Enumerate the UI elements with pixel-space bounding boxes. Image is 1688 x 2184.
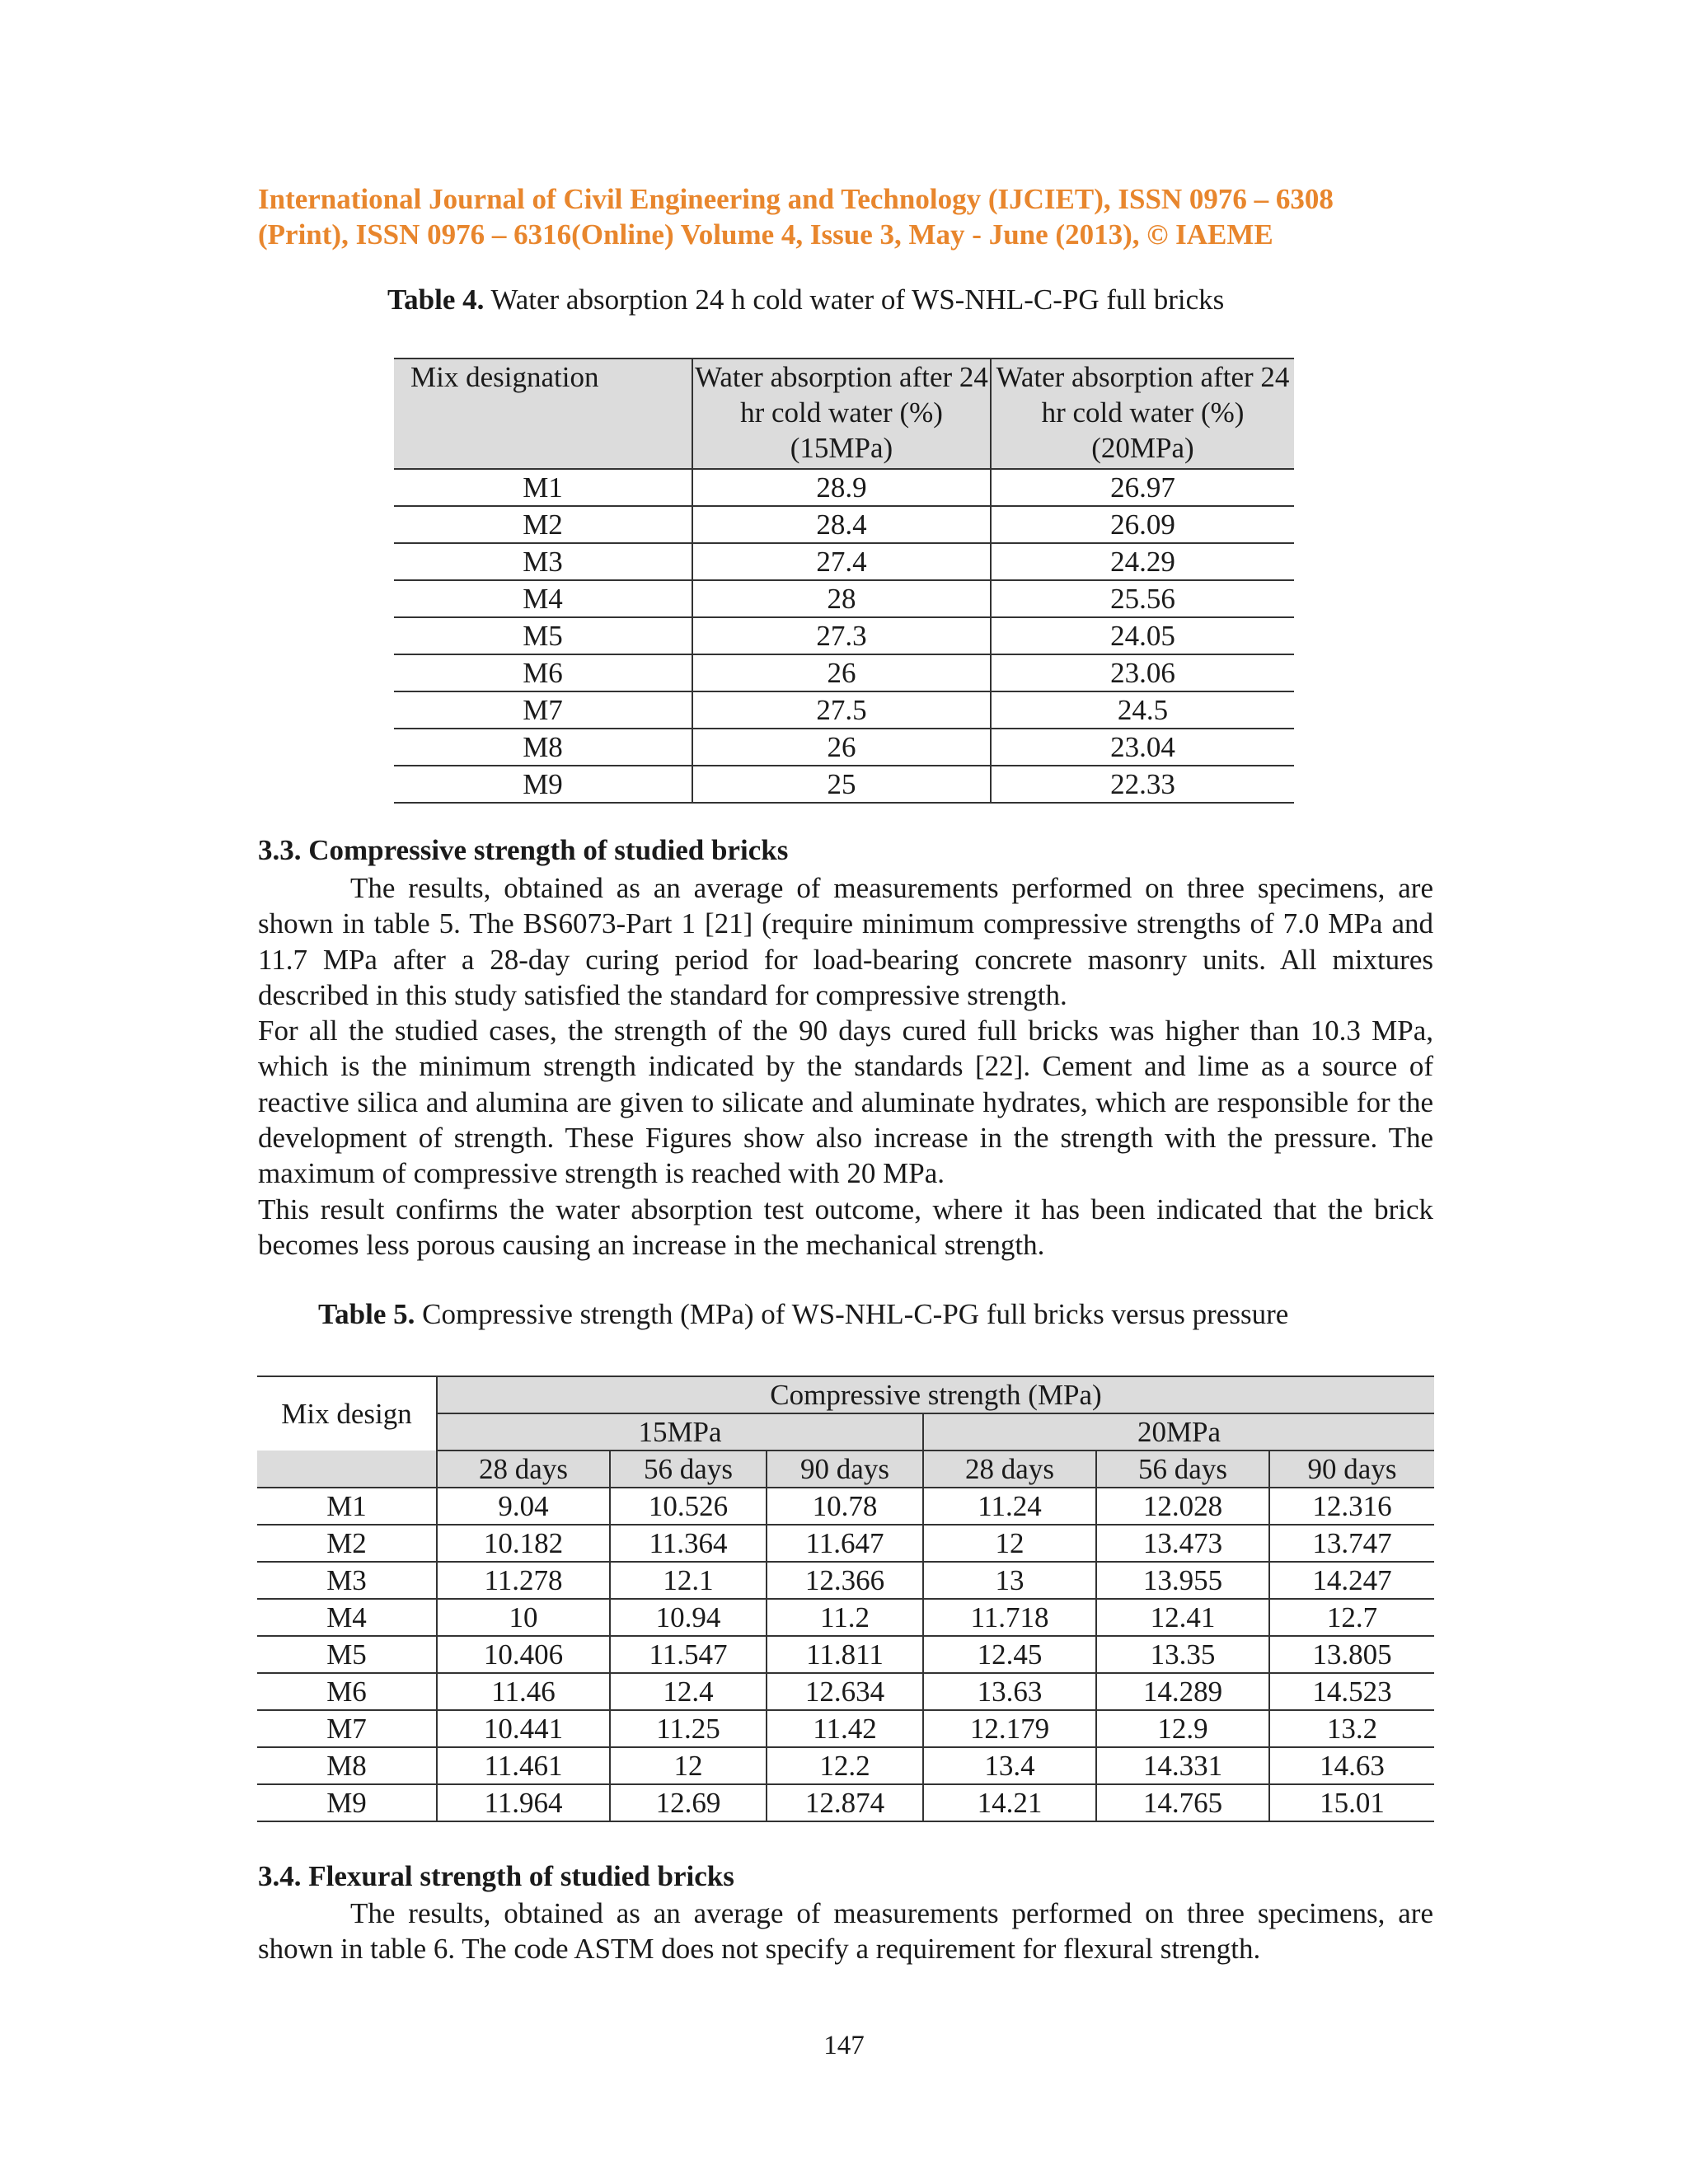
mix-label-cell: M5 bbox=[394, 617, 692, 654]
table5-header-mix: Mix design bbox=[281, 1398, 412, 1430]
table-row bbox=[257, 1710, 1434, 1747]
value-cell: 11.364 bbox=[610, 1525, 767, 1562]
value-cell: 12 bbox=[610, 1747, 767, 1784]
table4-caption bbox=[387, 282, 1224, 317]
value-cell: 24.5 bbox=[991, 691, 1294, 729]
table4-header-20mpa: Water absorption after 24 hr cold water (%) (20MPa) bbox=[991, 359, 1294, 469]
value-cell: 11.278 bbox=[437, 1562, 610, 1599]
table5-header-15mpa: 15MPa bbox=[437, 1413, 923, 1451]
mix-label-cell: M6 bbox=[257, 1673, 437, 1710]
section-3-4-paragraph-1: The results, obtained as an average of measurements performed on three specimens, are shown in table 6. The code ASTM does not specify a requirement for flexural strength. bbox=[258, 1897, 1433, 1966]
table5-header-age: 28 days bbox=[923, 1451, 1096, 1488]
value-cell: 12.2 bbox=[767, 1747, 923, 1784]
value-cell: 14.331 bbox=[1096, 1747, 1269, 1784]
value-cell: 12.1 bbox=[610, 1562, 767, 1599]
value-cell: 10.78 bbox=[767, 1488, 923, 1525]
value-cell: 13.747 bbox=[1269, 1525, 1434, 1562]
value-cell: 27.3 bbox=[692, 617, 991, 654]
table-row bbox=[257, 1673, 1434, 1710]
table-row bbox=[394, 580, 1294, 617]
value-cell: 25.56 bbox=[991, 580, 1294, 617]
section-3-4-body bbox=[258, 1896, 1433, 1967]
table5-header-age: 56 days bbox=[610, 1451, 767, 1488]
table5-age-row bbox=[257, 1451, 1434, 1488]
table5-caption-text: Compressive strength (MPa) of WS-NHL-C-PG full bricks versus pressure bbox=[415, 1298, 1289, 1330]
table-row bbox=[257, 1525, 1434, 1562]
value-cell: 11.42 bbox=[767, 1710, 923, 1747]
value-cell: 12.7 bbox=[1269, 1599, 1434, 1636]
value-cell: 28.9 bbox=[692, 469, 991, 506]
value-cell: 13.805 bbox=[1269, 1636, 1434, 1673]
value-cell: 11.811 bbox=[767, 1636, 923, 1673]
value-cell: 12.41 bbox=[1096, 1599, 1269, 1636]
value-cell: 11.547 bbox=[610, 1636, 767, 1673]
section-3-3-paragraph-3: This result confirms the water absorption test outcome, where it has been indicated that the brick becomes less porous causing an increase in the mechanical strength. bbox=[258, 1193, 1433, 1261]
value-cell: 13.955 bbox=[1096, 1562, 1269, 1599]
mix-label-cell: M1 bbox=[257, 1488, 437, 1525]
value-cell: 10.182 bbox=[437, 1525, 610, 1562]
value-cell: 13.35 bbox=[1096, 1636, 1269, 1673]
mix-label-cell: M7 bbox=[257, 1710, 437, 1747]
section-3-3-title: 3.3. Compressive strength of studied bricks bbox=[258, 834, 789, 866]
section-3-3-paragraph-1: The results, obtained as an average of measurements performed on three specimens, are shown in table 5. The BS6073-Part 1 [21] (require minimum compressive strengths of 7.0 MPa and 11.7 MPa after a 28-day curing period for load-bearing concrete masonry units. All mixtures described in this study satisfied the standard for compressive strength. bbox=[258, 872, 1433, 1011]
value-cell: 23.06 bbox=[991, 654, 1294, 691]
mix-label-cell: M1 bbox=[394, 469, 692, 506]
table-row bbox=[394, 691, 1294, 729]
value-cell: 11.647 bbox=[767, 1525, 923, 1562]
value-cell: 12.69 bbox=[610, 1784, 767, 1821]
mix-label-cell: M9 bbox=[326, 1787, 367, 1819]
table-row bbox=[394, 469, 1294, 506]
table-row bbox=[394, 654, 1294, 691]
mix-label-cell: M8 bbox=[257, 1747, 437, 1784]
value-cell: 22.33 bbox=[991, 766, 1294, 803]
value-cell: 11.25 bbox=[610, 1710, 767, 1747]
table4-header-row bbox=[394, 359, 1294, 469]
table-row bbox=[257, 1636, 1434, 1673]
table-row bbox=[394, 506, 1294, 543]
mix-label-cell: M6 bbox=[394, 654, 692, 691]
mix-label-cell: M3 bbox=[394, 543, 692, 580]
table5-body bbox=[257, 1488, 1434, 1821]
table-row bbox=[394, 617, 1294, 654]
mix-label-cell: M4 bbox=[394, 580, 692, 617]
table4-water-absorption bbox=[394, 358, 1294, 804]
value-cell: 24.05 bbox=[991, 617, 1294, 654]
value-cell: 13 bbox=[923, 1562, 1096, 1599]
mix-label-cell: M9 bbox=[523, 768, 563, 800]
table4-label: Table 4. bbox=[387, 284, 485, 316]
mix-label-cell: M8 bbox=[394, 729, 692, 766]
value-cell: 27.5 bbox=[692, 691, 991, 729]
value-cell: 26.97 bbox=[991, 469, 1294, 506]
value-cell: 26.09 bbox=[991, 506, 1294, 543]
value-cell: 9.04 bbox=[437, 1488, 610, 1525]
value-cell: 12.028 bbox=[1096, 1488, 1269, 1525]
value-cell: 13.2 bbox=[1269, 1710, 1434, 1747]
journal-header-line-2: (Print), ISSN 0976 – 6316(Online) Volume 4, Issue 3, May - June (2013), © IAEME bbox=[258, 218, 1273, 251]
table-row bbox=[394, 729, 1294, 766]
value-cell: 14.63 bbox=[1269, 1747, 1434, 1784]
value-cell: 12 bbox=[923, 1525, 1096, 1562]
value-cell: 11.2 bbox=[767, 1599, 923, 1636]
value-cell: 13.63 bbox=[923, 1673, 1096, 1710]
mix-label-cell: M3 bbox=[257, 1562, 437, 1599]
section-3-4-title: 3.4. Flexural strength of studied bricks bbox=[258, 1860, 734, 1892]
table-row bbox=[257, 1784, 1434, 1821]
value-cell: 12.316 bbox=[1269, 1488, 1434, 1525]
value-cell: 15.01 bbox=[1269, 1784, 1434, 1821]
mix-label-cell: M4 bbox=[257, 1599, 437, 1636]
value-cell: 14.21 bbox=[923, 1784, 1096, 1821]
value-cell: 14.765 bbox=[1096, 1784, 1269, 1821]
table5-header-age: 28 days bbox=[437, 1451, 610, 1488]
section-3-3-body bbox=[258, 870, 1433, 1263]
value-cell: 25 bbox=[692, 766, 991, 803]
value-cell: 28 bbox=[692, 580, 991, 617]
mix-label-cell: M2 bbox=[394, 506, 692, 543]
table-row bbox=[257, 1599, 1434, 1636]
value-cell: 11.46 bbox=[437, 1673, 610, 1710]
value-cell: 12.634 bbox=[767, 1673, 923, 1710]
section-3-3-paragraph-2: For all the studied cases, the strength of the 90 days cured full bricks was higher than 10.3 MPa, which is the minimum strength indicated by the standards [22]. Cement and lime as a source of reactive silica and alumina are given to silicate and aluminate hydrates, which are responsible for the development of strength. These Figures show also increase in the strength with the pressure. The maximum of compressive strength is reached with 20 MPa. bbox=[258, 1015, 1433, 1190]
value-cell: 10 bbox=[437, 1599, 610, 1636]
table5-caption bbox=[318, 1296, 1288, 1332]
value-cell: 12.4 bbox=[610, 1673, 767, 1710]
table-row bbox=[257, 1562, 1434, 1599]
value-cell: 14.289 bbox=[1096, 1673, 1269, 1710]
value-cell: 12.874 bbox=[767, 1784, 923, 1821]
value-cell: 24.29 bbox=[991, 543, 1294, 580]
value-cell: 27.4 bbox=[692, 543, 991, 580]
table-row bbox=[394, 766, 1294, 803]
table5-header-age: 90 days bbox=[1269, 1451, 1434, 1488]
mix-label-cell: M2 bbox=[257, 1525, 437, 1562]
value-cell: 11.718 bbox=[923, 1599, 1096, 1636]
table4-caption-text: Water absorption 24 h cold water of WS-NHL-C-PG full bricks bbox=[484, 284, 1225, 316]
value-cell: 10.441 bbox=[437, 1710, 610, 1747]
journal-header-line-1: International Journal of Civil Engineering and Technology (IJCIET), ISSN 0976 – 6308 bbox=[258, 183, 1334, 215]
table5-header-compressive: Compressive strength (MPa) bbox=[437, 1376, 1434, 1413]
table4-header-15mpa: Water absorption after 24 hr cold water (%) (15MPa) bbox=[692, 359, 991, 469]
page-number: 147 bbox=[823, 2031, 865, 2060]
value-cell: 11.964 bbox=[437, 1784, 610, 1821]
value-cell: 10.94 bbox=[610, 1599, 767, 1636]
table4-header-mix: Mix designation bbox=[394, 359, 692, 469]
value-cell: 12.45 bbox=[923, 1636, 1096, 1673]
value-cell: 12.366 bbox=[767, 1562, 923, 1599]
mix-label-cell: M5 bbox=[257, 1636, 437, 1673]
table-row bbox=[257, 1747, 1434, 1784]
value-cell: 11.461 bbox=[437, 1747, 610, 1784]
value-cell: 13.4 bbox=[923, 1747, 1096, 1784]
table5-header-mix-blank bbox=[257, 1451, 437, 1488]
table5-group-row bbox=[257, 1376, 1434, 1413]
table5-header-age: 90 days bbox=[767, 1451, 923, 1488]
table-row bbox=[257, 1488, 1434, 1525]
value-cell: 14.523 bbox=[1269, 1673, 1434, 1710]
value-cell: 26 bbox=[692, 729, 991, 766]
value-cell: 12.179 bbox=[923, 1710, 1096, 1747]
table5-compressive-strength bbox=[257, 1376, 1434, 1822]
table5-header-20mpa: 20MPa bbox=[923, 1413, 1434, 1451]
value-cell: 23.04 bbox=[991, 729, 1294, 766]
journal-header bbox=[258, 181, 1437, 252]
value-cell: 26 bbox=[692, 654, 991, 691]
value-cell: 13.473 bbox=[1096, 1525, 1269, 1562]
value-cell: 10.526 bbox=[610, 1488, 767, 1525]
value-cell: 28.4 bbox=[692, 506, 991, 543]
value-cell: 14.247 bbox=[1269, 1562, 1434, 1599]
value-cell: 11.24 bbox=[923, 1488, 1096, 1525]
mix-label-cell: M7 bbox=[394, 691, 692, 729]
table4-body bbox=[394, 469, 1294, 803]
table-row bbox=[394, 543, 1294, 580]
value-cell: 12.9 bbox=[1096, 1710, 1269, 1747]
table5-header-age: 56 days bbox=[1096, 1451, 1269, 1488]
value-cell: 10.406 bbox=[437, 1636, 610, 1673]
table5-label: Table 5. bbox=[318, 1298, 415, 1330]
